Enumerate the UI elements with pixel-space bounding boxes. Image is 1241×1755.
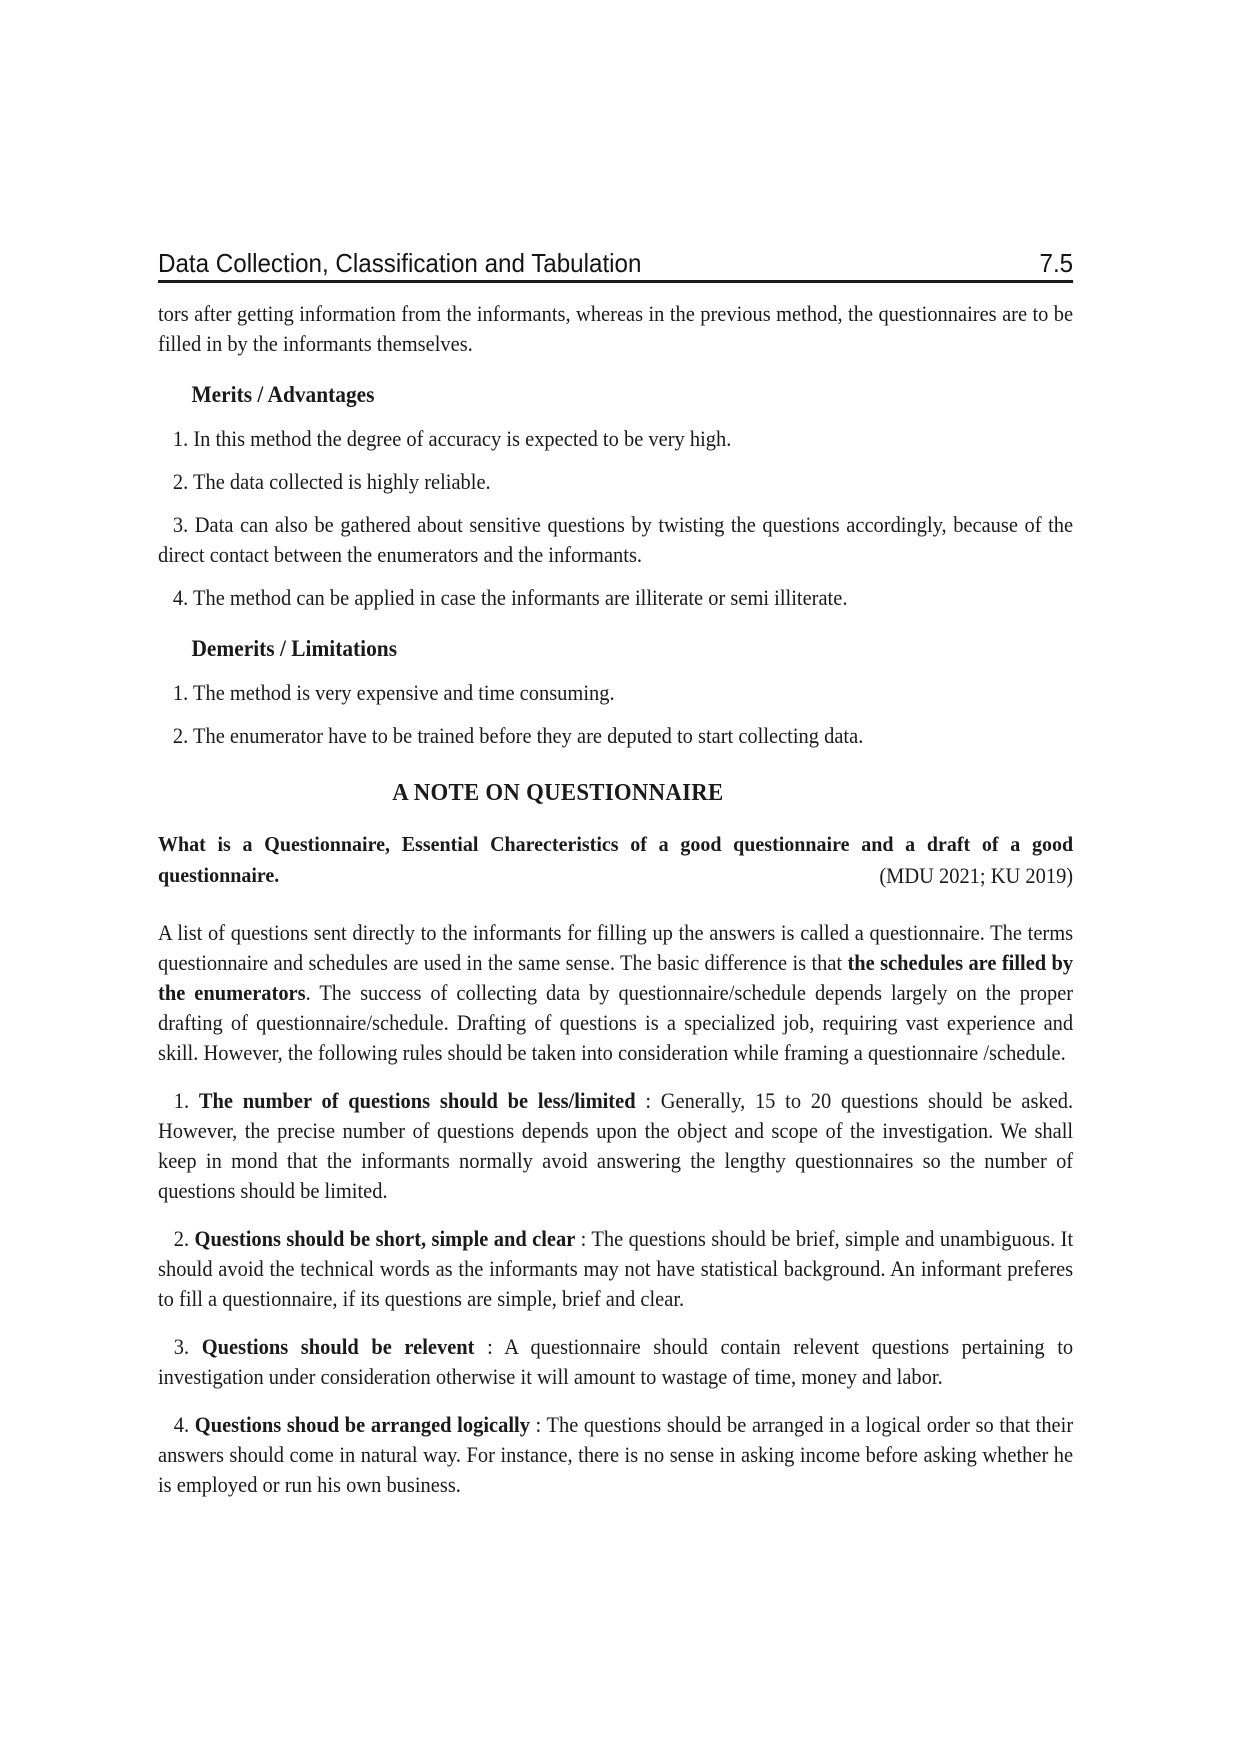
rule-4-text: : The questions should be arranged in a logical order so that their answers should come in natural way. For instance, there is no sense in asking income before asking whether he is employed or run his own business. [158, 1412, 1074, 1497]
merits-item-3: 3. Data can also be gathered about sensitive questions by twisting the questions accordingly, because of the direct contact between the enumerators and the informants. [158, 512, 1074, 567]
page-header [158, 250, 1073, 277]
questionnaire-paragraph-start: A list of questions sent directly to the informants for filling up the answers is called a questionnaire. The terms questionnaire and schedules are used in the same sense. The basic difference is that [158, 920, 1074, 975]
section-title: A NOTE ON QUESTIONNAIRE [392, 779, 724, 806]
rule-3-number: 3. [173, 1334, 202, 1359]
rule-3 [158, 1332, 1073, 1392]
rule-1-number: 1. [173, 1088, 199, 1113]
merits-item-1: 1. In this method the degree of accuracy is expected to be very high. [172, 426, 732, 451]
rule-1-title: The number of questions should be less/limited [198, 1088, 636, 1113]
header-rule [158, 280, 1073, 283]
page-number: 7.5 [1039, 248, 1074, 278]
merits-item-2: 2. The data collected is highly reliable. [172, 469, 491, 494]
rule-3-title: Questions should be relevent [201, 1334, 475, 1359]
rule-2 [158, 1224, 1073, 1314]
rule-1-text: : Generally, 15 to 20 questions should be asked. However, the precise number of questions depends upon the object and scope of the investigation. We shall keep in mond that the informants normally avoid answering the lengthy questionnaires so the number of questions should be limited. [158, 1088, 1074, 1203]
questionnaire-paragraph-end: . The success of collecting data by questionnaire/schedule depends largely on the proper drafting of questionnaire/schedule. Drafting of questions is a specialized job, requiring vast experience and skill. However, the following rules should be taken into consideration while framing a questionnaire /schedule. [158, 980, 1074, 1065]
exam-citation: (MDU 2021; KU 2019) [879, 863, 1074, 888]
exam-question [158, 829, 1073, 891]
intro-paragraph: tors after getting information from the informants, whereas in the previous method, the questionnaires are to be filled in by the informants themselves. [158, 301, 1074, 356]
rule-3-text: : A questionnaire should contain relevent questions pertaining to investigation under consideration otherwise it will amount to wastage of time, money and labor. [158, 1334, 1074, 1389]
rule-2-text: : The questions should be brief, simple and unambiguous. It should avoid the technical words as the informants may not have statistical background. An informant preferes to fill a questionnaire, if its questions are simple, brief and clear. [158, 1226, 1074, 1311]
merits-heading: Merits / Advantages [191, 382, 375, 407]
questionnaire-paragraph-bold: the schedules are filled by the enumerators [158, 950, 1074, 1005]
demerits-heading: Demerits / Limitations [191, 636, 398, 661]
exam-question-text: What is a Questionnaire, Essential Charecteristics of a good questionnaire and a draft of a good questionnaire. [158, 832, 1074, 887]
rule-2-title: Questions should be short, simple and clear [194, 1226, 576, 1251]
rule-4 [158, 1410, 1073, 1500]
questionnaire-paragraph [158, 918, 1073, 1068]
text-column [158, 0, 1073, 1500]
rule-1 [158, 1086, 1073, 1206]
demerits-item-1: 1. The method is very expensive and time consuming. [172, 680, 615, 705]
merits-item-4: 4. The method can be applied in case the informants are illiterate or semi illiterate. [172, 585, 848, 610]
demerits-item-2: 2. The enumerator have to be trained before they are deputed to start collecting data. [172, 723, 864, 748]
rule-2-number: 2. [173, 1226, 195, 1251]
running-title: Data Collection, Classification and Tabulation [158, 248, 642, 278]
rule-4-title: Questions shoud be arranged logically [194, 1412, 530, 1437]
rule-4-number: 4. [173, 1412, 195, 1437]
